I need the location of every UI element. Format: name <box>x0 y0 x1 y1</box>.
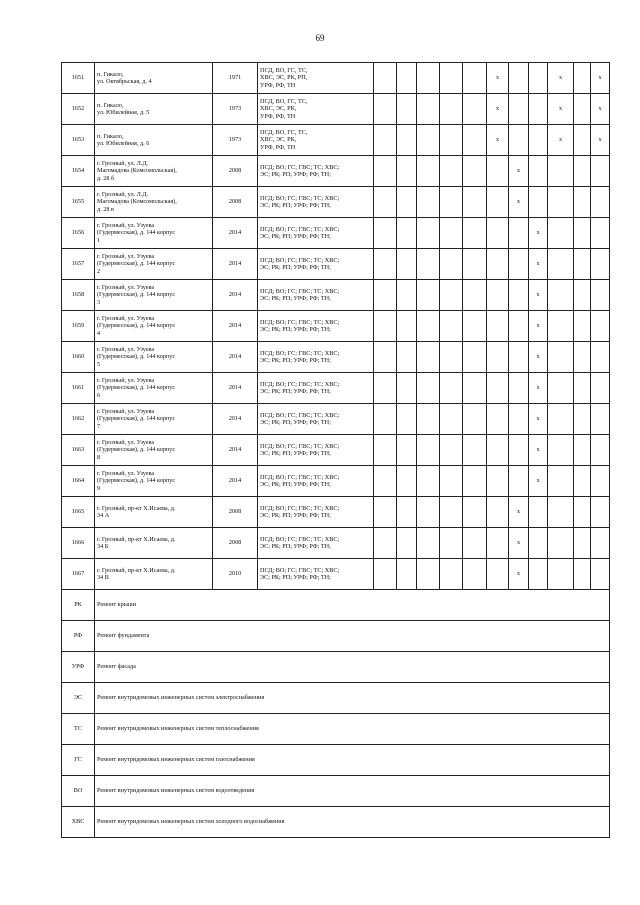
row-mark: x <box>591 94 610 125</box>
row-mark: x <box>529 249 548 280</box>
row-address: г. Грозный, ул. Узуева (Гудермесская), д. 144 корпус 8 <box>95 435 213 466</box>
row-mark <box>440 125 463 156</box>
legend-code: ГС <box>62 745 95 776</box>
row-mark <box>487 466 509 497</box>
row-mark <box>397 63 417 94</box>
row-year: 2014 <box>213 218 258 249</box>
row-mark <box>397 125 417 156</box>
legend-code: ТС <box>62 714 95 745</box>
row-number: 1661 <box>62 373 95 404</box>
row-mark <box>548 497 574 528</box>
row-mark <box>440 311 463 342</box>
legend-row <box>62 590 610 621</box>
row-mark <box>417 280 440 311</box>
row-mark <box>509 249 529 280</box>
row-mark <box>548 559 574 590</box>
row-address: г. Грозный, ул. Л.Д. Магомадова (Комсомольская), д. 28 б <box>95 156 213 187</box>
row-year: 2014 <box>213 435 258 466</box>
row-mark <box>574 311 591 342</box>
row-mark <box>463 187 487 218</box>
row-mark <box>374 218 397 249</box>
row-works: ПСД, ВО, ГС, ТС, ХВС, ЭС, РК, РП, УРФ, РФ, ТН <box>258 63 374 94</box>
row-mark <box>548 218 574 249</box>
row-mark <box>574 94 591 125</box>
table-row <box>62 497 610 528</box>
row-mark <box>548 373 574 404</box>
row-mark <box>548 156 574 187</box>
legend-code: РФ <box>62 621 95 652</box>
table-row <box>62 373 610 404</box>
row-mark <box>397 280 417 311</box>
row-mark <box>529 94 548 125</box>
row-mark <box>529 63 548 94</box>
table-row <box>62 125 610 156</box>
row-mark: x <box>509 187 529 218</box>
row-year: 2014 <box>213 373 258 404</box>
row-mark <box>463 156 487 187</box>
row-mark <box>440 218 463 249</box>
row-mark <box>574 528 591 559</box>
row-mark <box>440 280 463 311</box>
row-address: п. Гикало, ул. Октябрьская, д. 4 <box>95 63 213 94</box>
row-mark <box>417 528 440 559</box>
page-number: 69 <box>315 33 325 43</box>
row-works: ПСД; ВО; ГС; ГВС; ТС; ХВС; ЭС; РК; РП; УРФ; РФ; ТН; <box>258 187 374 218</box>
row-mark <box>417 187 440 218</box>
row-mark <box>417 404 440 435</box>
row-mark <box>529 559 548 590</box>
row-works: ПСД; ВО; ГС; ГВС; ТС; ХВС; ЭС; РК; РП; УРФ; РФ; ТН; <box>258 280 374 311</box>
row-mark <box>417 63 440 94</box>
row-mark <box>397 218 417 249</box>
row-mark: x <box>529 280 548 311</box>
row-address: г. Грозный, ул. Узуева (Гудермесская), д. 144 корпус 9 <box>95 466 213 497</box>
table-body <box>62 63 610 838</box>
row-mark <box>509 311 529 342</box>
row-mark <box>574 466 591 497</box>
row-address: г. Грозный, пр-кт Х.Исаева, д. 34 А <box>95 497 213 528</box>
row-mark <box>374 528 397 559</box>
legend-row <box>62 807 610 838</box>
row-number: 1658 <box>62 280 95 311</box>
row-mark <box>529 125 548 156</box>
row-mark <box>397 435 417 466</box>
row-mark <box>397 404 417 435</box>
row-mark <box>548 342 574 373</box>
row-mark <box>463 435 487 466</box>
row-mark <box>574 156 591 187</box>
row-mark <box>417 559 440 590</box>
legend-description: Ремонт фасада <box>95 652 610 683</box>
legend-code: ЭС <box>62 683 95 714</box>
row-mark: x <box>509 528 529 559</box>
row-works: ПСД; ВО; ГС; ГВС; ТС; ХВС; ЭС; РК; РП; УРФ; РФ; ТН; <box>258 373 374 404</box>
row-mark <box>574 342 591 373</box>
legend-row <box>62 683 610 714</box>
row-mark <box>487 156 509 187</box>
row-mark <box>397 311 417 342</box>
row-works: ПСД; ВО; ГС; ГВС; ТС; ХВС; ЭС; РК; РП; УРФ; РФ; ТН; <box>258 156 374 187</box>
row-mark <box>487 187 509 218</box>
table-row <box>62 342 610 373</box>
row-mark <box>397 156 417 187</box>
row-mark <box>574 435 591 466</box>
row-address: г. Грозный, пр-кт Х.Исаева, д. 34 Б <box>95 528 213 559</box>
row-mark <box>417 497 440 528</box>
row-mark <box>548 404 574 435</box>
row-mark <box>509 404 529 435</box>
row-mark <box>509 435 529 466</box>
row-mark <box>574 497 591 528</box>
row-mark <box>440 249 463 280</box>
legend-code: РК <box>62 590 95 621</box>
row-mark <box>548 249 574 280</box>
row-mark <box>417 435 440 466</box>
row-mark <box>591 404 610 435</box>
row-number: 1654 <box>62 156 95 187</box>
row-mark: x <box>509 156 529 187</box>
row-mark <box>374 435 397 466</box>
row-mark: x <box>548 94 574 125</box>
row-address: п. Гикало, ул. Юбилейная, д. 5 <box>95 94 213 125</box>
row-mark: x <box>509 497 529 528</box>
row-mark <box>591 218 610 249</box>
row-mark <box>591 342 610 373</box>
row-mark <box>397 373 417 404</box>
legend-description: Ремонт фундамента <box>95 621 610 652</box>
row-mark <box>487 404 509 435</box>
row-mark <box>374 156 397 187</box>
row-year: 2008 <box>213 497 258 528</box>
row-number: 1667 <box>62 559 95 590</box>
row-year: 1973 <box>213 125 258 156</box>
row-mark <box>374 125 397 156</box>
row-mark <box>463 404 487 435</box>
row-mark <box>374 249 397 280</box>
table-row <box>62 528 610 559</box>
row-mark <box>440 94 463 125</box>
row-mark <box>509 342 529 373</box>
row-mark: x <box>487 125 509 156</box>
row-number: 1662 <box>62 404 95 435</box>
row-mark <box>591 187 610 218</box>
row-address: г. Грозный, ул. Л.Д. Магомадова (Комсомольская), д. 28 в <box>95 187 213 218</box>
row-year: 1971 <box>213 63 258 94</box>
row-works: ПСД, ВО, ГС, ТС, ХВС, ЭС, РК, УРФ, РФ, ТН <box>258 94 374 125</box>
row-mark <box>487 435 509 466</box>
row-year: 2014 <box>213 466 258 497</box>
row-works: ПСД, ВО, ГС, ТС, ХВС, ЭС, РК, УРФ, РФ, ТН <box>258 125 374 156</box>
row-year: 2014 <box>213 311 258 342</box>
table-row <box>62 187 610 218</box>
row-mark <box>574 249 591 280</box>
row-mark <box>509 94 529 125</box>
row-mark <box>509 218 529 249</box>
row-mark <box>374 342 397 373</box>
row-mark: x <box>529 435 548 466</box>
legend-row <box>62 745 610 776</box>
row-mark <box>487 218 509 249</box>
row-address: п. Гикало, ул. Юбилейная, д. 6 <box>95 125 213 156</box>
row-mark: x <box>529 218 548 249</box>
row-mark <box>397 249 417 280</box>
row-year: 2014 <box>213 404 258 435</box>
row-number: 1666 <box>62 528 95 559</box>
row-mark <box>487 249 509 280</box>
row-mark <box>574 280 591 311</box>
row-year: 2010 <box>213 559 258 590</box>
row-mark: x <box>529 466 548 497</box>
row-address: г. Грозный, ул. Узуева (Гудермесская), д. 144 корпус 3 <box>95 280 213 311</box>
row-mark <box>374 373 397 404</box>
row-mark <box>509 466 529 497</box>
row-mark: x <box>529 311 548 342</box>
row-mark <box>509 125 529 156</box>
row-works: ПСД; ВО; ГС; ГВС; ТС; ХВС; ЭС; РК; РП; УРФ; РФ; ТН; <box>258 466 374 497</box>
row-mark <box>574 559 591 590</box>
row-mark <box>463 497 487 528</box>
row-mark <box>417 218 440 249</box>
table-row <box>62 280 610 311</box>
row-number: 1659 <box>62 311 95 342</box>
row-works: ПСД; ВО; ГС; ГВС; ТС; ХВС; ЭС; РК; РП; УРФ; РФ; ТН; <box>258 559 374 590</box>
row-mark <box>487 342 509 373</box>
row-mark <box>487 311 509 342</box>
row-number: 1663 <box>62 435 95 466</box>
row-mark <box>417 249 440 280</box>
legend-description: Ремонт внутридомовых инженерных систем холодного водоснабжения <box>95 807 610 838</box>
row-mark <box>440 156 463 187</box>
row-mark: x <box>529 404 548 435</box>
row-mark <box>529 497 548 528</box>
row-address: г. Грозный, пр-кт Х.Исаева, д. 34 В <box>95 559 213 590</box>
row-number: 1664 <box>62 466 95 497</box>
row-mark <box>440 187 463 218</box>
row-mark: x <box>487 63 509 94</box>
row-mark <box>440 559 463 590</box>
row-address: г. Грозный, ул. Узуева (Гудермесская), д. 144 корпус 7 <box>95 404 213 435</box>
row-works: ПСД; ВО; ГС; ГВС; ТС; ХВС; ЭС; РК; РП; УРФ; РФ; ТН; <box>258 342 374 373</box>
row-number: 1651 <box>62 63 95 94</box>
row-mark <box>574 63 591 94</box>
row-mark <box>548 466 574 497</box>
row-mark <box>374 94 397 125</box>
row-mark <box>487 528 509 559</box>
row-number: 1660 <box>62 342 95 373</box>
row-mark: x <box>548 63 574 94</box>
row-mark <box>574 218 591 249</box>
row-mark <box>374 311 397 342</box>
row-mark <box>417 125 440 156</box>
row-mark <box>463 342 487 373</box>
row-number: 1665 <box>62 497 95 528</box>
legend-description: Ремонт внутридомовых инженерных систем электроснабжения <box>95 683 610 714</box>
row-mark <box>440 497 463 528</box>
row-mark <box>397 528 417 559</box>
row-mark: x <box>529 373 548 404</box>
row-mark: x <box>548 125 574 156</box>
repair-schedule-table <box>61 62 610 838</box>
row-mark <box>463 63 487 94</box>
legend-row <box>62 621 610 652</box>
row-mark <box>529 187 548 218</box>
row-mark <box>548 187 574 218</box>
row-mark <box>509 63 529 94</box>
row-mark <box>591 156 610 187</box>
row-mark <box>463 559 487 590</box>
row-mark <box>417 373 440 404</box>
row-mark <box>548 435 574 466</box>
row-works: ПСД; ВО; ГС; ГВС; ТС; ХВС; ЭС; РК; РП; УРФ; РФ; ТН; <box>258 218 374 249</box>
row-mark <box>591 373 610 404</box>
row-year: 2014 <box>213 249 258 280</box>
legend-code: ВО <box>62 776 95 807</box>
row-mark: x <box>591 63 610 94</box>
row-mark <box>591 528 610 559</box>
row-mark <box>463 125 487 156</box>
table-row <box>62 218 610 249</box>
legend-description: Ремонт внутридомовых инженерных систем теплоснабжения <box>95 714 610 745</box>
row-mark <box>440 528 463 559</box>
row-mark <box>574 125 591 156</box>
row-mark <box>487 559 509 590</box>
row-mark <box>509 373 529 404</box>
row-works: ПСД; ВО; ГС; ГВС; ТС; ХВС; ЭС; РК; РП; УРФ; РФ; ТН; <box>258 497 374 528</box>
row-mark <box>463 311 487 342</box>
row-mark <box>487 497 509 528</box>
row-mark <box>591 435 610 466</box>
table-row <box>62 404 610 435</box>
row-mark <box>591 311 610 342</box>
row-mark: x <box>529 342 548 373</box>
row-mark <box>397 342 417 373</box>
row-number: 1657 <box>62 249 95 280</box>
row-mark <box>487 280 509 311</box>
row-year: 1973 <box>213 94 258 125</box>
row-mark <box>440 466 463 497</box>
legend-code: УРФ <box>62 652 95 683</box>
row-mark <box>374 497 397 528</box>
table-row <box>62 94 610 125</box>
row-mark <box>574 373 591 404</box>
row-mark <box>463 94 487 125</box>
table-row <box>62 311 610 342</box>
row-mark <box>374 280 397 311</box>
row-mark: x <box>591 125 610 156</box>
row-works: ПСД; ВО; ГС; ГВС; ТС; ХВС; ЭС; РК; РП; УРФ; РФ; ТН; <box>258 528 374 559</box>
row-works: ПСД; ВО; ГС; ГВС; ТС; ХВС; ЭС; РК; РП; УРФ; РФ; ТН; <box>258 404 374 435</box>
table-row <box>62 435 610 466</box>
row-mark: x <box>509 559 529 590</box>
row-mark <box>529 528 548 559</box>
legend-description: Ремонт внутридомовых инженерных систем водоотведения <box>95 776 610 807</box>
row-mark <box>591 559 610 590</box>
row-address: г. Грозный, ул. Узуева (Гудермесская), д. 144 корпус 2 <box>95 249 213 280</box>
row-number: 1656 <box>62 218 95 249</box>
row-mark: x <box>487 94 509 125</box>
table-row <box>62 156 610 187</box>
row-mark <box>440 373 463 404</box>
row-works: ПСД; ВО; ГС; ГВС; ТС; ХВС; ЭС; РК; РП; УРФ; РФ; ТН; <box>258 311 374 342</box>
row-works: ПСД; ВО; ГС; ГВС; ТС; ХВС; ЭС; РК; РП; УРФ; РФ; ТН; <box>258 249 374 280</box>
legend-description: Ремонт крыши <box>95 590 610 621</box>
legend-row <box>62 714 610 745</box>
table-row <box>62 559 610 590</box>
row-address: г. Грозный, ул. Узуева (Гудермесская), д. 144 корпус 6 <box>95 373 213 404</box>
row-mark <box>417 466 440 497</box>
row-year: 2014 <box>213 342 258 373</box>
row-mark <box>463 373 487 404</box>
row-mark <box>463 280 487 311</box>
row-year: 2008 <box>213 187 258 218</box>
row-year: 2008 <box>213 156 258 187</box>
row-mark <box>374 466 397 497</box>
row-mark <box>548 280 574 311</box>
row-mark <box>417 156 440 187</box>
table-row <box>62 249 610 280</box>
legend-description: Ремонт внутридомовых инженерных систем газоснабжения <box>95 745 610 776</box>
row-mark <box>509 280 529 311</box>
row-mark <box>591 280 610 311</box>
row-mark <box>440 435 463 466</box>
row-mark <box>397 187 417 218</box>
row-address: г. Грозный, ул. Узуева (Гудермесская), д. 144 корпус 1 <box>95 218 213 249</box>
table-row <box>62 63 610 94</box>
row-mark <box>548 311 574 342</box>
row-mark <box>529 156 548 187</box>
row-mark <box>374 63 397 94</box>
row-mark <box>417 94 440 125</box>
row-mark <box>487 373 509 404</box>
row-mark <box>397 497 417 528</box>
row-address: г. Грозный, ул. Узуева (Гудермесская), д. 144 корпус 5 <box>95 342 213 373</box>
row-mark <box>440 342 463 373</box>
row-mark <box>591 466 610 497</box>
legend-row <box>62 776 610 807</box>
row-mark <box>440 404 463 435</box>
row-mark <box>591 497 610 528</box>
row-mark <box>463 466 487 497</box>
legend-code: ХВС <box>62 807 95 838</box>
row-mark <box>417 311 440 342</box>
row-mark <box>417 342 440 373</box>
row-number: 1655 <box>62 187 95 218</box>
row-mark <box>463 218 487 249</box>
row-works: ПСД; ВО; ГС; ГВС; ТС; ХВС; ЭС; РК; РП; УРФ; РФ; ТН; <box>258 435 374 466</box>
row-mark <box>463 528 487 559</box>
row-mark <box>440 63 463 94</box>
row-mark <box>374 559 397 590</box>
legend-row <box>62 652 610 683</box>
row-number: 1652 <box>62 94 95 125</box>
row-mark <box>574 404 591 435</box>
row-mark <box>591 249 610 280</box>
row-mark <box>397 94 417 125</box>
row-mark <box>397 466 417 497</box>
row-address: г. Грозный, ул. Узуева (Гудермесская), д. 144 корпус 4 <box>95 311 213 342</box>
table-row <box>62 466 610 497</box>
row-mark <box>374 404 397 435</box>
row-year: 2008 <box>213 528 258 559</box>
row-mark <box>574 187 591 218</box>
row-number: 1653 <box>62 125 95 156</box>
row-year: 2014 <box>213 280 258 311</box>
row-mark <box>463 249 487 280</box>
row-mark <box>397 559 417 590</box>
row-mark <box>374 187 397 218</box>
row-mark <box>548 528 574 559</box>
